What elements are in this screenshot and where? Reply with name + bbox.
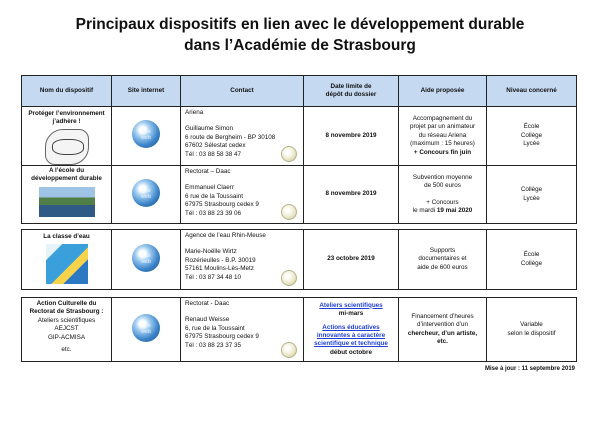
header-contact: Contact [181,76,304,107]
pearl-icon [281,270,297,286]
title-line-2: dans l’Académie de Strasbourg [184,37,416,54]
ariena-logo [45,129,89,165]
dispositif-name: Action Culturelle du Rectorat de Strasbourg : [29,300,104,316]
header-date: Date limite de dépôt du dossier [304,76,399,107]
globe-icon[interactable]: Site web [132,314,160,342]
niveau-cell: École Collège [487,230,577,290]
globe-icon[interactable]: Site web [132,120,160,148]
dispositif-name: La classe d’eau [43,233,90,240]
site-cell [112,107,181,166]
contact-cell: Rectorat – Daac Emmanuel Claerr 6 rue de la Toussaint 67975 Strasbourg cedex 9 Tél : 03 88 23 39 06 [181,166,304,224]
site-cell [112,230,181,290]
dispositif-name: A l’école du développement durable [31,167,102,183]
table-row [22,298,577,362]
aide-cell: Supports documentaires et aide de 600 euros [399,230,487,290]
date-cell: 23 octobre 2019 [304,230,399,290]
title-line-1: Principaux dispositifs en lien avec le développement durable [75,16,525,33]
dispositif-name-cell: Action Culturelle du Rectorat de Strasbourg : Ateliers scientifiques AEJCST GIP-ACMISA etc. [22,298,112,362]
actions-educatives-link[interactable]: Actions éducatives innovantes à caractère scientifique et technique [314,323,388,348]
update-date: Mise à jour : 11 septembre 2019 [484,366,575,372]
globe-icon[interactable]: Site web [132,179,160,207]
date-cell: 8 novembre 2019 [304,166,399,224]
table-row [22,166,577,224]
header-site: Site internet [112,76,181,107]
pearl-icon [281,204,297,220]
document-title [0,14,600,56]
dispositif-name-cell [22,230,112,290]
date-cell: Ateliers scientifiques mi-mars Actions éducatives innovantes à caractère scientifique et technique début octobre [304,298,399,362]
site-cell [112,166,181,224]
niveau-cell: École Collège Lycée [487,107,577,166]
contact-cell: Ariena Guillaume Simon 6 route de Bergheim - BP 30108 67602 Sélestat cedex Tél : 03 88 58 38 47 [181,107,304,166]
date-cell: 8 novembre 2019 [304,107,399,166]
aide-cell: Financement d’heures d’intervention d’un chercheur, d’un artiste, etc. [399,298,487,362]
pearl-icon [281,146,297,162]
header-aide: Aide proposée [399,76,487,107]
classe-eau-poster [46,244,88,284]
contact-cell: Rectorat - Daac Renaud Weisse 6, rue de la Toussaint 67975 Strasbourg cedex 9 Tél : 03 88 23 37 35 [181,298,304,362]
table-row [22,230,577,290]
dispositifs-table-3 [21,297,577,362]
dispositifs-table-1 [21,75,577,224]
table-row [22,107,577,166]
site-cell [112,298,181,362]
header-niveau: Niveau concerné [487,76,577,107]
ateliers-scientifiques-link[interactable]: Ateliers scientifiques [319,301,383,309]
niveau-cell: Collège Lycée [487,166,577,224]
contact-cell: Agence de l’eau Rhin-Meuse Marie-Noëlle Wirtz Rozérieulles - B.P. 30019 57161 Moulins-Lès-Metz Tél : 03 87 34 48 10 [181,230,304,290]
dispositif-name: Protéger l’environnement j’adhère ! [28,110,105,126]
dispositif-name-cell [22,107,112,166]
aide-cell: Subvention moyenne de 500 euros + Concours le mardi 19 mai 2020 [399,166,487,224]
globe-icon[interactable]: Site web [132,244,160,272]
header-nom: Nom du dispositif [22,76,112,107]
pearl-icon [281,342,297,358]
table-header-row [22,76,577,107]
school-photo [39,187,95,217]
dispositifs-table-2 [21,229,577,290]
dispositif-name-cell [22,166,112,224]
niveau-cell: Variable selon le dispositif [487,298,577,362]
aide-cell: Accompagnement du projet par un animateur du réseau Ariena (maximum : 15 heures) + Concours fin juin [399,107,487,166]
